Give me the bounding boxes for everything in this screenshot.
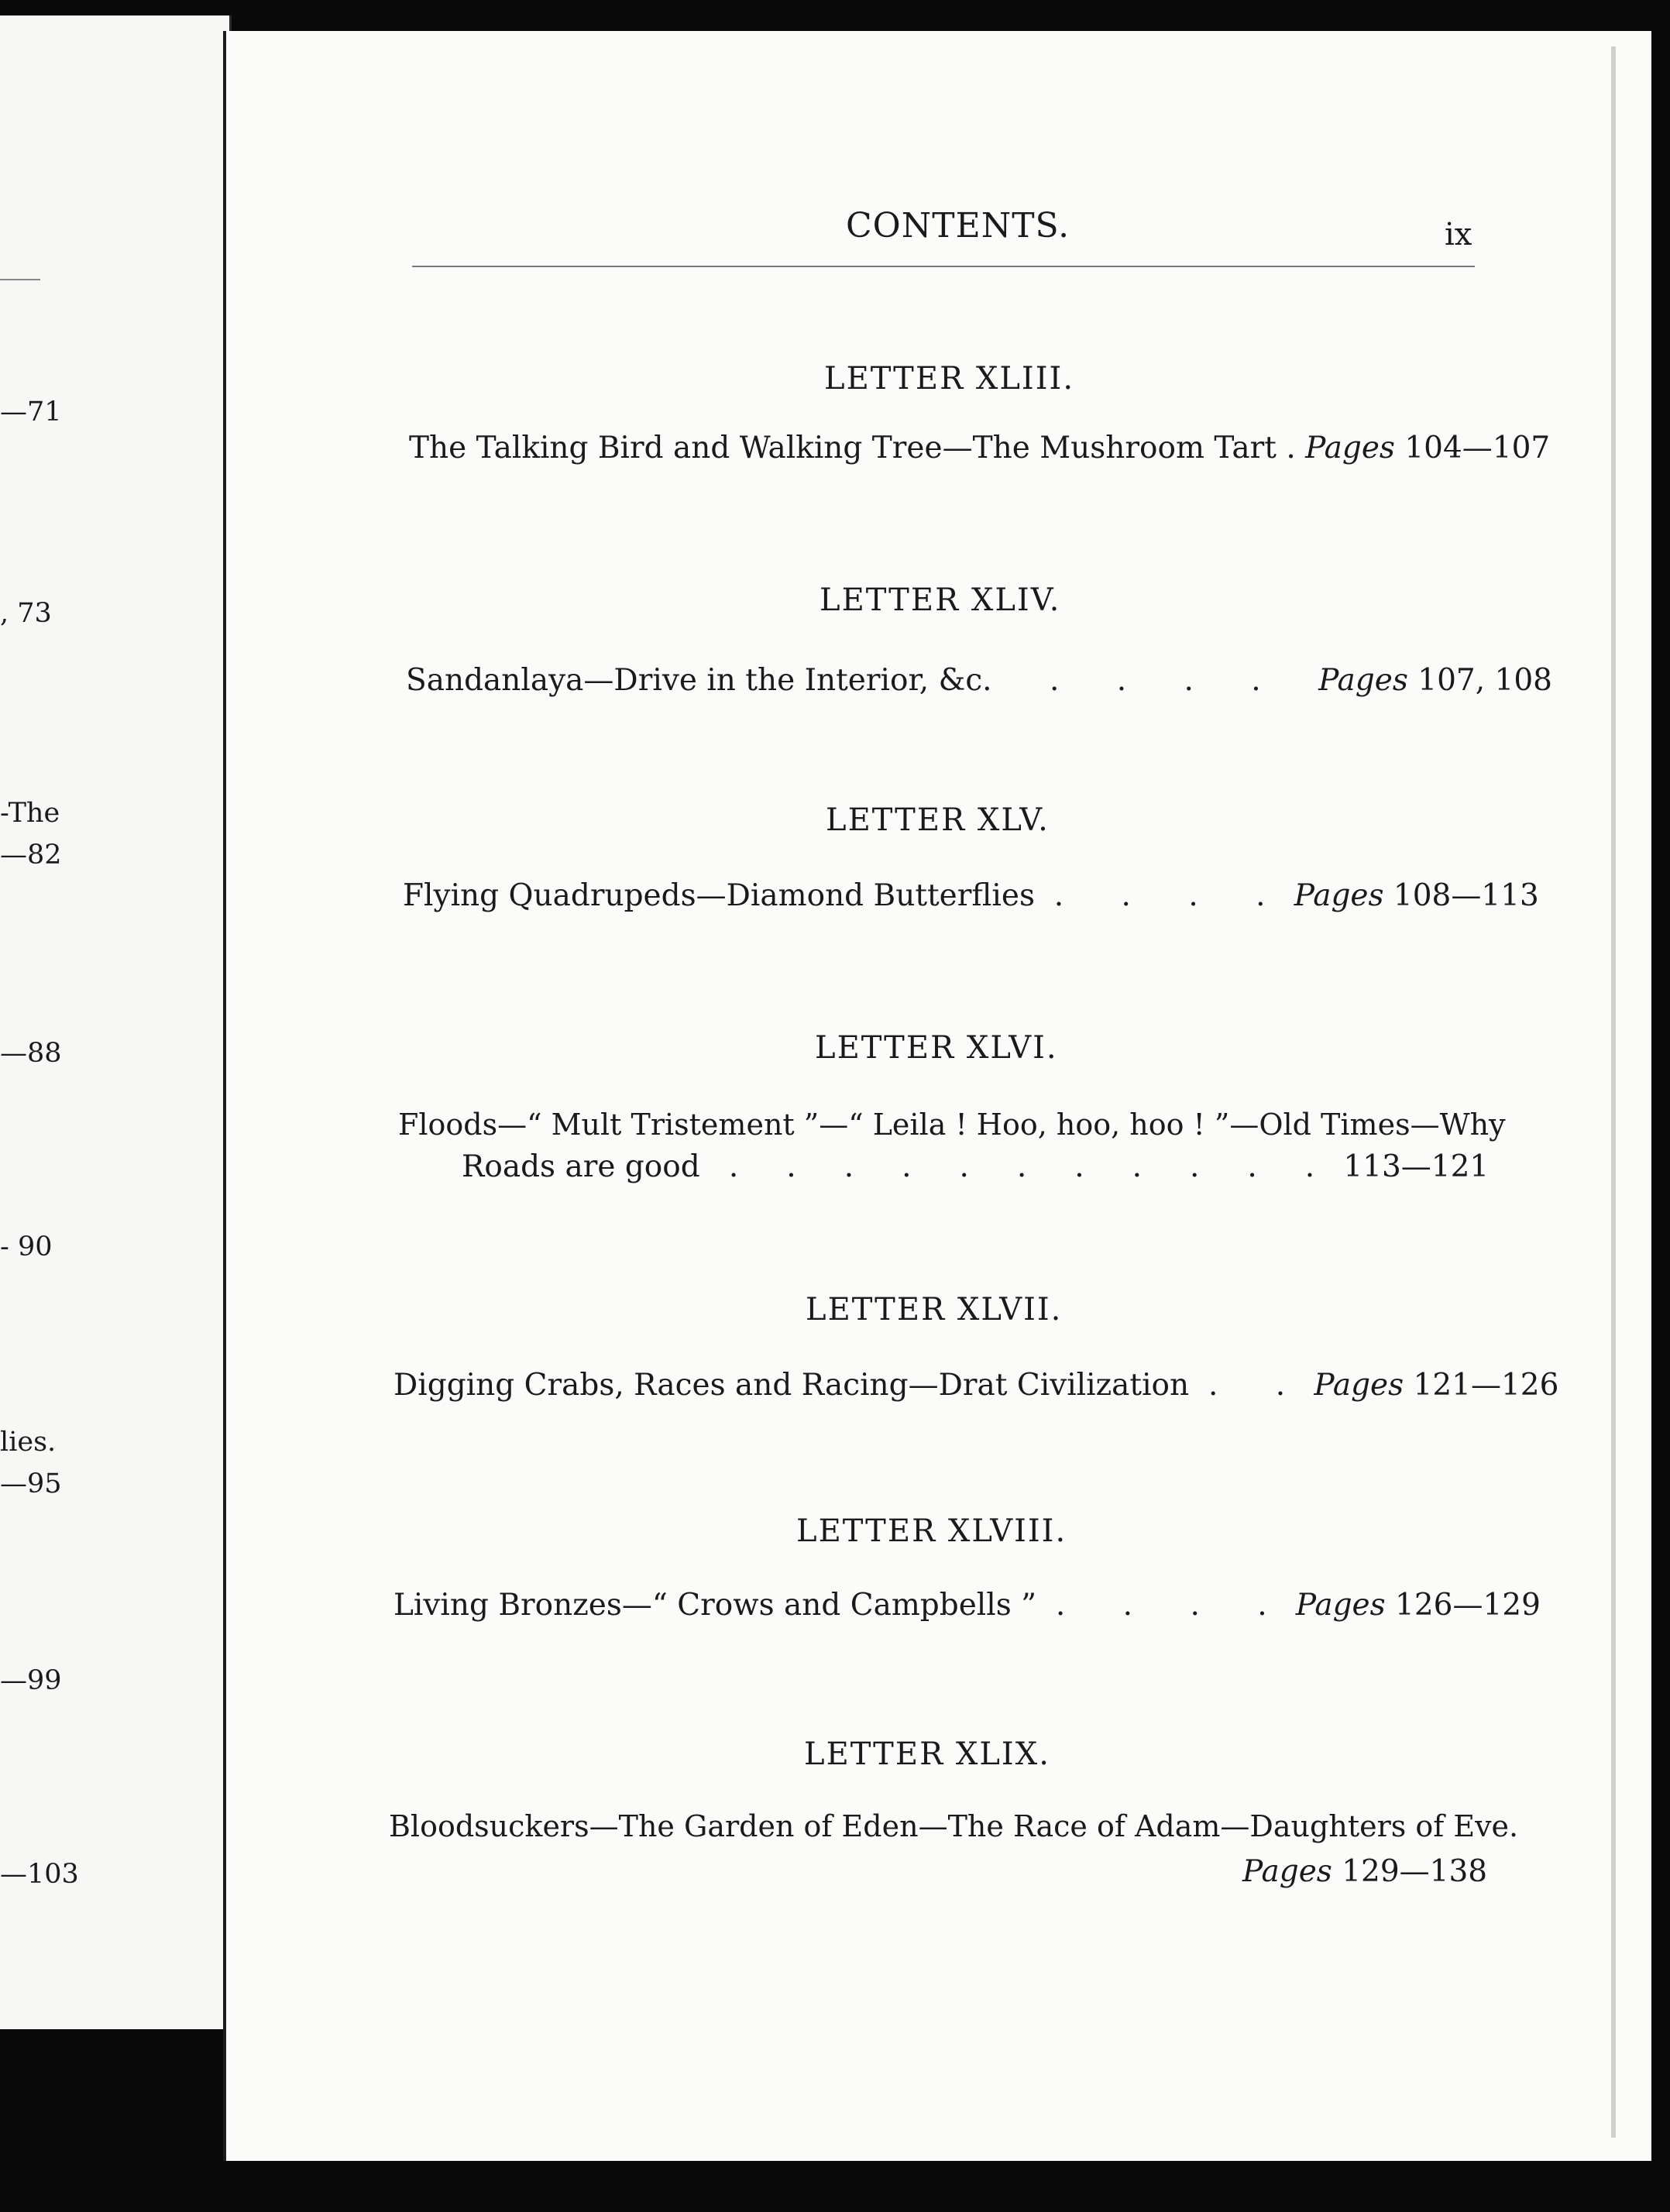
contents-entry xyxy=(409,431,1550,465)
contents-entry xyxy=(393,1588,1541,1623)
contents-entry xyxy=(406,663,1552,698)
entry-description: Living Bronzes—“ Crows and Campbells ” xyxy=(393,1588,1037,1623)
letter-heading: LETTER XLV. xyxy=(826,802,1050,838)
dot-leaders: . . . . xyxy=(991,663,1319,698)
entry-description: Sandanlaya—Drive in the Interior, &c. xyxy=(406,663,992,698)
facing-page-rule xyxy=(0,279,40,280)
pages-label: Pages xyxy=(1318,663,1408,698)
pages-label: Pages xyxy=(1294,878,1384,913)
page-edge xyxy=(1611,46,1616,2138)
dot-leaders: . . . . xyxy=(1034,878,1294,913)
facing-page-number: - 90 xyxy=(0,1231,53,1262)
entry-description: The Talking Bird and Walking Tree—The Mushroom Tart xyxy=(409,431,1277,465)
dot-leaders: . . xyxy=(1189,1368,1314,1403)
page-range: 129—138 xyxy=(1332,1854,1488,1889)
contents-entry-continuation xyxy=(1242,1854,1487,1889)
letter-heading: LETTER XLIX. xyxy=(804,1736,1050,1772)
pages-label: Pages xyxy=(1305,431,1395,465)
page-title: CONTENTS. xyxy=(846,206,1070,246)
facing-page-number: —71 xyxy=(0,397,62,428)
dot-leaders: . xyxy=(1276,431,1306,465)
page-range: 126—129 xyxy=(1385,1588,1541,1623)
page-range: 104—107 xyxy=(1394,431,1551,465)
contents-entry xyxy=(398,1108,1506,1142)
facing-page-text: -The xyxy=(0,798,60,829)
entry-description: Bloodsuckers—The Garden of Eden—The Race of Adam—Daughters of Eve. xyxy=(389,1809,1519,1843)
header-rule xyxy=(412,266,1475,267)
pages-label: Pages xyxy=(1295,1588,1386,1623)
page-range: 121—126 xyxy=(1404,1368,1559,1403)
page-range: 113—121 xyxy=(1343,1149,1490,1184)
page-range: 108—113 xyxy=(1383,878,1539,913)
pages-label: Pages xyxy=(1314,1368,1404,1403)
contents-entry-continuation xyxy=(462,1149,1489,1184)
letter-heading: LETTER XLIII. xyxy=(824,361,1075,397)
contents-entry xyxy=(403,878,1539,913)
pages-label: Pages xyxy=(1242,1854,1332,1889)
dot-leaders: . . . . xyxy=(1036,1588,1296,1623)
facing-page-number: , 73 xyxy=(0,598,52,629)
entry-description: Floods—“ Mult Tristement ”—“ Leila ! Hoo, hoo, hoo ! ”—Old Times—Why xyxy=(398,1108,1506,1142)
page-range: 107, 108 xyxy=(1407,663,1552,698)
entry-description: Roads are good xyxy=(462,1149,700,1184)
entry-description: Digging Crabs, Races and Racing—Drat Civilization xyxy=(393,1368,1190,1403)
contents-entry xyxy=(389,1809,1518,1843)
facing-page-number: —103 xyxy=(0,1859,79,1890)
facing-page-text: lies. xyxy=(0,1427,57,1458)
facing-page-number: —95 xyxy=(0,1468,62,1499)
letter-heading: LETTER XLVI. xyxy=(815,1030,1058,1066)
facing-page-number: —99 xyxy=(0,1665,62,1696)
dot-leaders: . . . . . . . . . . . xyxy=(699,1149,1344,1184)
letter-heading: LETTER XLIV. xyxy=(820,582,1061,618)
entry-description: Flying Quadrupeds—Diamond Butterflies xyxy=(403,878,1035,913)
facing-page-fragment xyxy=(0,15,232,2029)
contents-entry xyxy=(393,1368,1558,1403)
letter-heading: LETTER XLVIII. xyxy=(796,1513,1067,1549)
facing-page-number: —82 xyxy=(0,840,62,871)
page-number: ix xyxy=(1445,217,1472,252)
letter-heading: LETTER XLVII. xyxy=(806,1292,1063,1328)
facing-page-number: —88 xyxy=(0,1038,62,1069)
